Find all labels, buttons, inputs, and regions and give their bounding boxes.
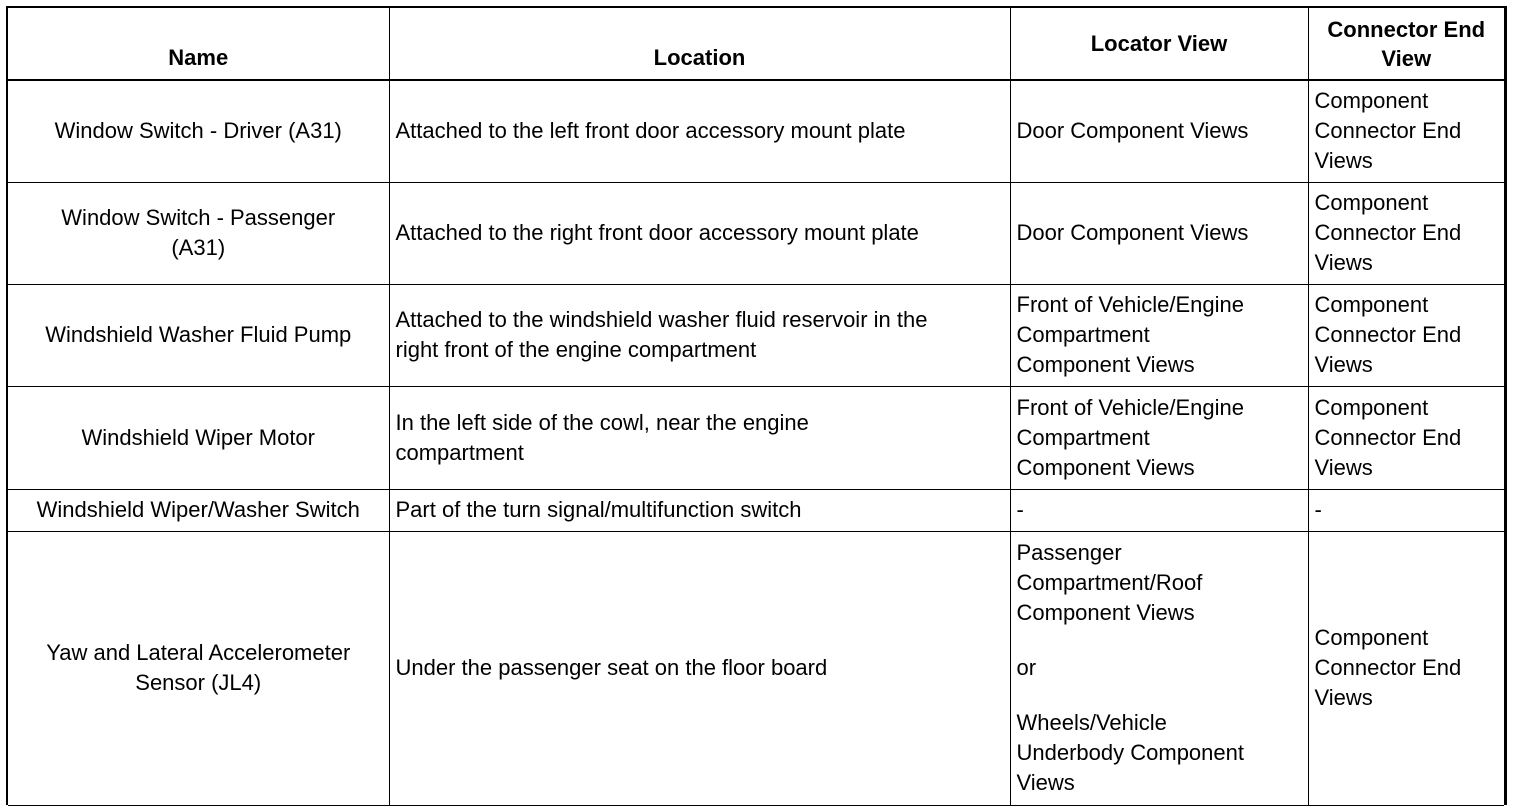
cell-locator-view — [1010, 531, 1308, 805]
cell-text: Door Component Views — [1016, 220, 1249, 245]
cell-text: Views — [1016, 770, 1075, 795]
cell-text: - — [1314, 497, 1322, 522]
line-gap — [1017, 628, 1302, 653]
cell-text: or — [1016, 655, 1037, 680]
header-connector-end-view-line-2: View — [1381, 45, 1432, 71]
cell-connector-end-view — [1308, 284, 1504, 386]
cell-text: Underbody Component — [1016, 740, 1244, 765]
cell-location — [389, 489, 1010, 531]
cell-text: Views — [1314, 685, 1373, 710]
cell-text: Compartment — [1016, 424, 1150, 450]
cell-text: Sensor (JL4) — [135, 670, 262, 695]
header-location: Location — [389, 8, 1010, 80]
cell-text: Yaw and Lateral Accelerometer — [46, 640, 351, 665]
cell-text: Part of the turn signal/multifunction switch — [395, 497, 802, 522]
table-row — [8, 182, 1504, 284]
cell-location — [389, 80, 1010, 182]
cell-text: Component — [1314, 88, 1429, 114]
cell-text: Wheels/Vehicle — [1016, 710, 1167, 735]
table-row — [8, 284, 1504, 386]
cell-text: Compartment — [1016, 322, 1150, 347]
table-row — [8, 80, 1504, 182]
cell-text: Connector End — [1314, 322, 1462, 347]
cell-location — [389, 284, 1010, 386]
cell-text: Component Views — [1016, 600, 1195, 625]
cell-text: Views — [1314, 454, 1373, 480]
cell-name — [8, 182, 389, 284]
cell-text: Component — [1314, 394, 1429, 420]
cell-name — [8, 284, 389, 386]
cell-connector-end-view — [1308, 182, 1504, 284]
cell-text: Passenger — [1016, 540, 1122, 565]
cell-text: Front of Vehicle/Engine — [1016, 292, 1244, 317]
cell-text: Component Views — [1016, 454, 1195, 480]
cell-connector-end-view — [1308, 80, 1504, 182]
table-row — [8, 386, 1504, 489]
cell-text: Connector End — [1314, 118, 1462, 144]
header-name: Name — [8, 8, 389, 80]
header-row — [8, 8, 1504, 80]
cell-connector-end-view — [1308, 531, 1504, 805]
cell-text: compartment — [395, 439, 524, 465]
cell-text: Under the passenger seat on the floor board — [395, 655, 828, 680]
cell-text: Front of Vehicle/Engine — [1016, 394, 1244, 420]
cell-text: Views — [1314, 250, 1373, 275]
cell-location — [389, 531, 1010, 805]
cell-locator-view — [1010, 80, 1308, 182]
line-gap — [1017, 683, 1302, 708]
table-row — [8, 531, 1504, 805]
cell-locator-view — [1010, 386, 1308, 489]
cell-locator-view — [1010, 284, 1308, 386]
header-connector-end-view-line-1: Connector End — [1327, 16, 1486, 42]
cell-text: Windshield Wiper/Washer Switch — [36, 497, 360, 522]
cell-text: Attached to the left front door accessory mount plate — [395, 118, 906, 144]
component-locator-table-frame — [6, 6, 1507, 805]
cell-text: Attached to the windshield washer fluid reservoir in the — [395, 307, 928, 332]
cell-text: Window Switch - Passenger — [61, 205, 336, 230]
component-locator-table — [8, 8, 1504, 806]
cell-name — [8, 531, 389, 805]
table-row — [8, 489, 1504, 531]
cell-text: Door Component Views — [1016, 118, 1249, 144]
header-locator-view: Locator View — [1010, 8, 1308, 80]
cell-name — [8, 489, 389, 531]
cell-location — [389, 182, 1010, 284]
cell-connector-end-view — [1308, 386, 1504, 489]
cell-text: Component — [1314, 292, 1429, 317]
cell-text: Connector End — [1314, 424, 1462, 450]
cell-locator-view — [1010, 489, 1308, 531]
cell-text: Views — [1314, 352, 1373, 377]
cell-text: Component — [1314, 625, 1429, 650]
cell-text: Connector End — [1314, 655, 1462, 680]
cell-location — [389, 386, 1010, 489]
cell-text: Views — [1314, 148, 1373, 174]
cell-text: Connector End — [1314, 220, 1462, 245]
cell-text: Windshield Wiper Motor — [81, 424, 315, 450]
cell-text: (A31) — [171, 235, 226, 260]
cell-locator-view — [1010, 182, 1308, 284]
cell-text: Window Switch - Driver (A31) — [54, 118, 342, 144]
cell-name — [8, 386, 389, 489]
cell-text: Attached to the right front door accessory mount plate — [395, 220, 919, 245]
cell-text: Component Views — [1016, 352, 1195, 377]
cell-text: Component — [1314, 190, 1429, 215]
cell-text: right front of the engine compartment — [395, 337, 757, 362]
cell-name — [8, 80, 389, 182]
cell-text: Compartment/Roof — [1016, 570, 1203, 595]
cell-text: Windshield Washer Fluid Pump — [45, 322, 352, 347]
cell-connector-end-view — [1308, 489, 1504, 531]
header-connector-end-view — [1308, 8, 1504, 80]
cell-text: In the left side of the cowl, near the engine — [395, 409, 809, 435]
cell-text: - — [1016, 497, 1024, 522]
